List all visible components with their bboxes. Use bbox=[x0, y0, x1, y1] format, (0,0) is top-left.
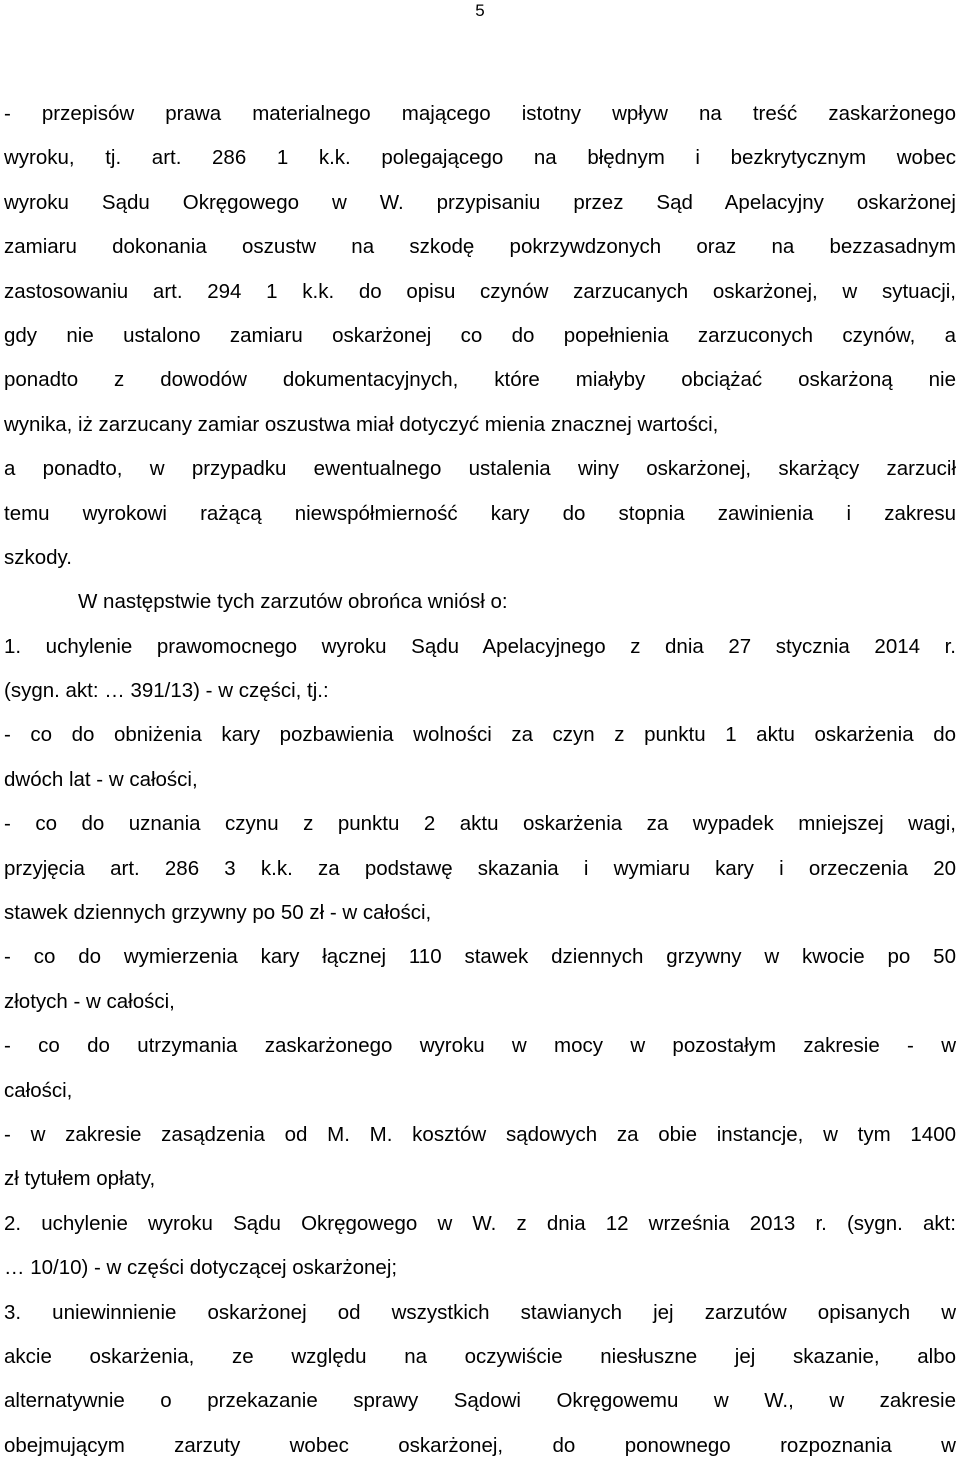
text-line: 2. uchylenie wyroku Sądu Okręgowego w W. z dnia 12 września 2013 r. (sygn. akt: bbox=[4, 1211, 956, 1235]
text-line: wyroku, tj. art. 286 1 k.k. polegającego na błędnym i bezkrytycznym wobec bbox=[4, 146, 956, 170]
text-line: zł tytułem opłaty, bbox=[4, 1167, 156, 1191]
text-line: - co do utrzymania zaskarżonego wyroku w mocy w pozostałym zakresie - w bbox=[4, 1034, 956, 1058]
text-line: - w zakresie zasądzenia od M. M. kosztów sądowych za obie instancje, w tym 1400 bbox=[4, 1122, 956, 1146]
text-line: zamiaru dokonania oszustw na szkodę pokrzywdzonych oraz na bezzasadnym bbox=[4, 235, 956, 259]
text-line: zastosowaniu art. 294 1 k.k. do opisu czynów zarzucanych oskarżonej, w sytuacji, bbox=[4, 279, 956, 303]
text-line: przyjęcia art. 286 3 k.k. za podstawę skazania i wymiaru kary i orzeczenia 20 bbox=[4, 856, 956, 880]
text-line: wynika, iż zarzucany zamiar oszustwa miał dotyczyć mienia znacznej wartości, bbox=[4, 412, 719, 436]
text-line: W następstwie tych zarzutów obrońca wniósł o: bbox=[78, 590, 508, 614]
text-line: - przepisów prawa materialnego mającego istotny wpływ na treść zaskarżonego bbox=[4, 102, 956, 125]
text-line: ponadto z dowodów dokumentacyjnych, które miałyby obciążać oskarżoną nie bbox=[4, 368, 956, 392]
text-line: 1. uchylenie prawomocnego wyroku Sądu Apelacyjnego z dnia 27 stycznia 2014 r. bbox=[4, 634, 956, 658]
text-line: - co do obniżenia kary pozbawienia wolności za czyn z punktu 1 aktu oskarżenia do bbox=[4, 723, 956, 747]
text-line: temu wyrokowi rażącą niewspółmierność kary do stopnia zawinienia i zakresu bbox=[4, 501, 956, 525]
text-line: gdy nie ustalono zamiaru oskarżonej co do popełnienia zarzuconych czynów, a bbox=[4, 323, 956, 347]
text-line: akcie oskarżenia, ze względu na oczywiście niesłuszne jej skazanie, albo bbox=[4, 1344, 956, 1368]
text-line: dwóch lat - w całości, bbox=[4, 767, 198, 791]
text-line: - co do uznania czynu z punktu 2 aktu oskarżenia za wypadek mniejszej wagi, bbox=[4, 812, 956, 836]
text-line: całości, bbox=[4, 1078, 73, 1102]
text-line: wyroku Sądu Okręgowego w W. przypisaniu przez Sąd Apelacyjny oskarżonej bbox=[4, 190, 956, 214]
text-line: szkody. bbox=[4, 545, 72, 569]
text-line: stawek dziennych grzywny po 50 zł - w całości, bbox=[4, 901, 432, 925]
text-line: … 10/10) - w części dotyczącej oskarżonej; bbox=[4, 1256, 398, 1280]
text-line: alternatywnie o przekazanie sprawy Sądowi Okręgowemu w W., w zakresie bbox=[4, 1389, 956, 1413]
text-line: obejmującym zarzuty wobec oskarżonej, do ponownego rozpoznania w bbox=[4, 1433, 956, 1457]
document-body bbox=[4, 92, 956, 1468]
text-line: 3. uniewinnienie oskarżonej od wszystkich stawianych jej zarzutów opisanych w bbox=[4, 1300, 956, 1324]
text-line: (sygn. akt: … 391/13) - w części, tj.: bbox=[4, 679, 329, 703]
text-line: - co do wymierzenia kary łącznej 110 stawek dziennych grzywny w kwocie po 50 bbox=[4, 945, 956, 969]
page-number: 5 bbox=[475, 1, 485, 20]
text-line: złotych - w całości, bbox=[4, 989, 175, 1013]
text-line: a ponadto, w przypadku ewentualnego ustalenia winy oskarżonej, skarżący zarzucił bbox=[4, 457, 956, 481]
